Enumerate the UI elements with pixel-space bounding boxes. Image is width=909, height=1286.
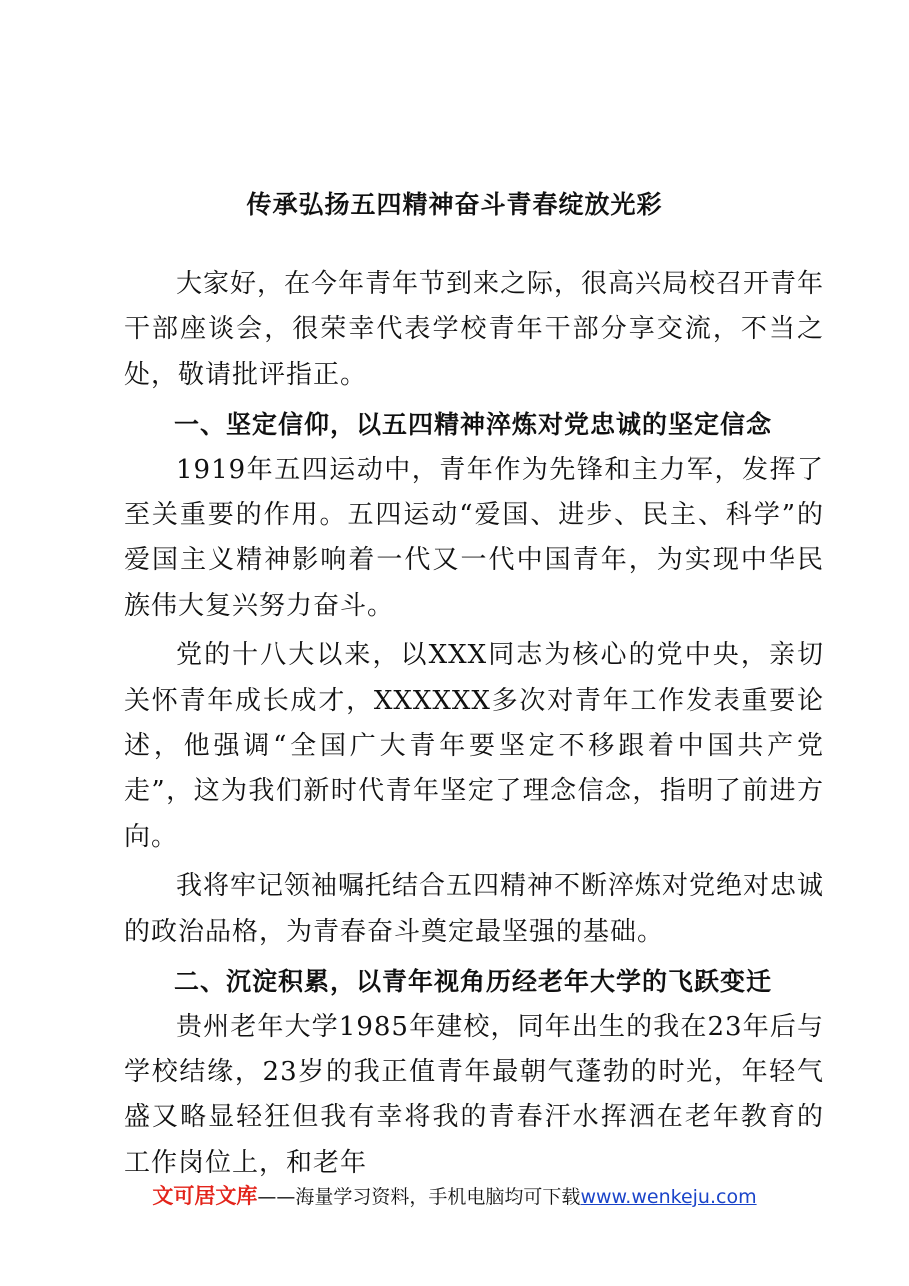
footer-link[interactable]: www.wenkeju.com (580, 1186, 757, 1208)
paragraph-university-history: 贵州老年大学1985年建校，同年出生的我在23年后与学校结缘，23岁的我正值青年最朝气蓬勃的时光，年轻气盛又略显轻狂但我有幸将我的青春汗水挥洒在老年教育的工作岗位上，和老年 (124, 1011, 824, 1178)
footer-banner (0, 1182, 909, 1211)
paragraph-party-congress: 党的十八大以来，以XXX同志为核心的党中央，亲切关怀青年成长成才，XXXXXX多次对青年工作发表重要论述，他强调“全国广大青年要坚定不移跟着中国共产党走”，这为我们新时代青年坚定了理念信念，指明了前进方向。 (124, 640, 824, 852)
footer-brand: 文可居文库 (152, 1184, 258, 1208)
document-title: 传承弘扬五四精神奋斗青春绽放光彩 (246, 190, 663, 219)
paragraph-commitment: 我将牢记领袖嘱托结合五四精神不断淬炼对党绝对忠诚的政治品格，为青春奋斗奠定最坚强的基础。 (124, 871, 825, 947)
footer-slogan: ——海量学习资料，手机电脑均可下载 (257, 1186, 581, 1208)
paragraph-may-fourth: 1919年五四运动中，青年作为先锋和主力军，发挥了至关重要的作用。五四运动“爱国、进步、民主、科学”的爱国主义精神影响着一代又一代中国青年，为实现中华民族伟大复兴努力奋斗。 (124, 454, 824, 621)
section-heading-2: 二、沉淀积累，以青年视角历经老年大学的飞跃变迁 (174, 967, 773, 997)
document-body (124, 262, 824, 1186)
paragraph-intro: 大家好，在今年青年节到来之际，很高兴局校召开青年干部座谈会，很荣幸代表学校青年干部分享交流，不当之处，敬请批评指正。 (124, 269, 825, 390)
section-heading-1: 一、坚定信仰，以五四精神淬炼对党忠诚的坚定信念 (174, 410, 773, 440)
